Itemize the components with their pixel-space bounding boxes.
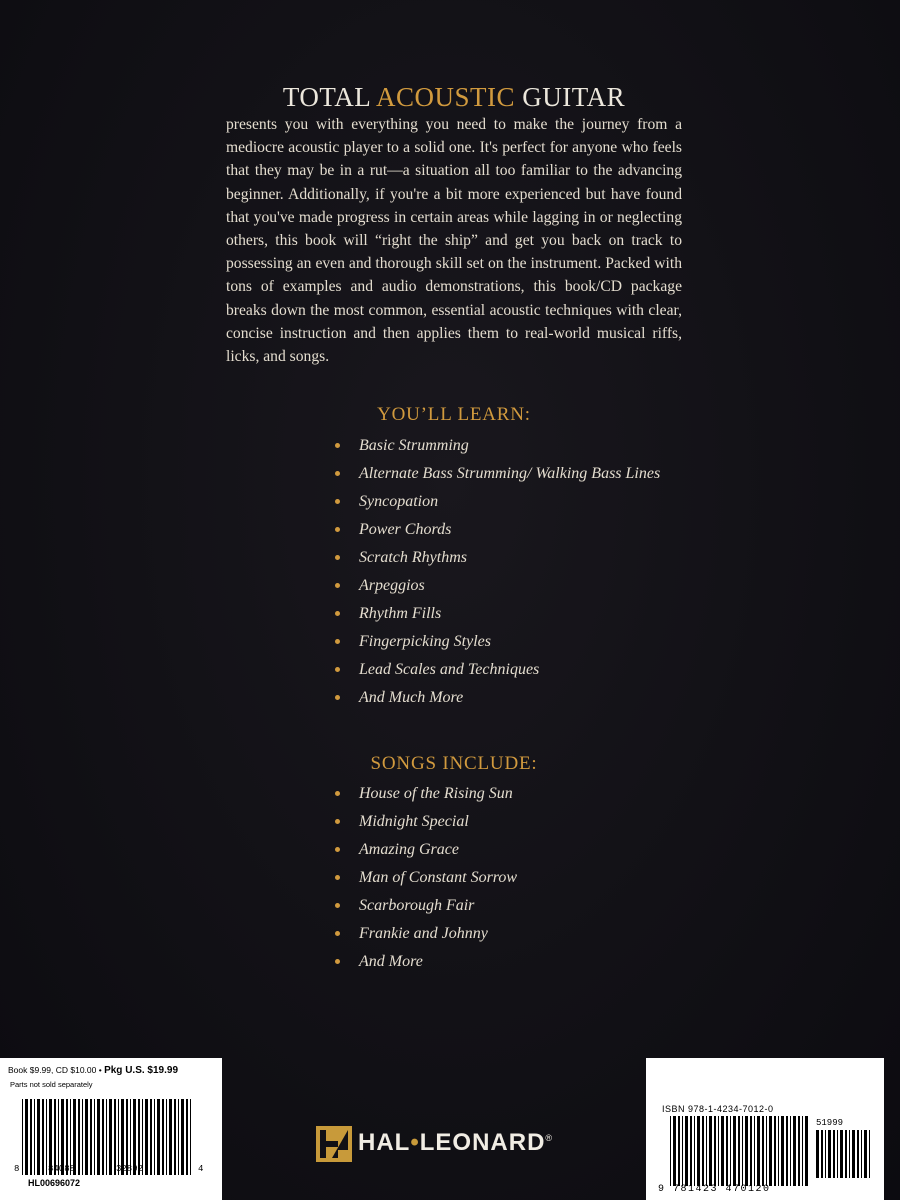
barcode-bar bbox=[864, 1130, 867, 1178]
barcode-bar bbox=[726, 1116, 728, 1186]
barcode-bar bbox=[169, 1099, 172, 1175]
price-line bbox=[8, 1065, 178, 1076]
list-item bbox=[333, 546, 693, 570]
barcode-bar bbox=[34, 1099, 35, 1175]
barcode-bar bbox=[857, 1130, 859, 1178]
bullet-icon bbox=[335, 903, 340, 908]
bullet-icon bbox=[335, 583, 340, 588]
barcode-bar bbox=[754, 1116, 755, 1186]
list-item-label: Scratch Rhythms bbox=[359, 549, 467, 566]
price-barcode-box bbox=[0, 1058, 222, 1200]
barcode-bar bbox=[781, 1116, 784, 1186]
barcode-bar bbox=[678, 1116, 680, 1186]
barcode-bar bbox=[162, 1099, 164, 1175]
barcode-bar bbox=[816, 1130, 819, 1178]
barcode-bar bbox=[709, 1116, 712, 1186]
barcode-bar bbox=[798, 1116, 800, 1186]
barcode-bar bbox=[718, 1116, 719, 1186]
barcode-bar bbox=[694, 1116, 695, 1186]
barcode-bar bbox=[85, 1099, 88, 1175]
list-item-label: Rhythm Fills bbox=[359, 605, 442, 622]
list-item bbox=[333, 434, 693, 458]
list-item bbox=[333, 838, 693, 862]
barcode-bar bbox=[37, 1099, 40, 1175]
price-code-barcode bbox=[816, 1130, 870, 1178]
barcode-bar bbox=[837, 1130, 838, 1178]
bullet-icon bbox=[335, 667, 340, 672]
barcode-bar bbox=[42, 1099, 44, 1175]
barcode-bar bbox=[805, 1116, 808, 1186]
barcode-bar bbox=[186, 1099, 188, 1175]
isbn-digits: 9 781423 470120 bbox=[658, 1184, 771, 1195]
learn-heading: YOU’LL LEARN: bbox=[377, 404, 531, 425]
barcode-bar bbox=[78, 1099, 80, 1175]
bullet-icon bbox=[335, 555, 340, 560]
catalog-number: HL00696072 bbox=[28, 1178, 81, 1188]
barcode-bar bbox=[769, 1116, 772, 1186]
barcode-bar bbox=[90, 1099, 92, 1175]
barcode-bar bbox=[786, 1116, 788, 1186]
list-item-label: Man of Constant Sorrow bbox=[359, 869, 518, 886]
bullet-icon bbox=[335, 443, 340, 448]
barcode-bar bbox=[109, 1099, 112, 1175]
publisher-logo-text: HAL•LEONARD® bbox=[358, 1129, 554, 1156]
bullet-icon bbox=[335, 695, 340, 700]
list-item bbox=[333, 462, 693, 486]
list-item-label: Frankie and Johnny bbox=[359, 925, 488, 942]
barcode-bar bbox=[682, 1116, 683, 1186]
isbn-number: ISBN 978-1-4234-7012-0 bbox=[662, 1104, 774, 1114]
barcode-bar bbox=[793, 1116, 796, 1186]
barcode-bar bbox=[730, 1116, 731, 1186]
barcode-bar bbox=[102, 1099, 104, 1175]
bullet-icon bbox=[335, 819, 340, 824]
barcode-bar bbox=[22, 1099, 23, 1175]
barcode-bar bbox=[30, 1099, 32, 1175]
isbn-barcode-box bbox=[646, 1058, 884, 1200]
list-item-label: Power Chords bbox=[359, 521, 452, 538]
barcode-bar bbox=[670, 1116, 671, 1186]
list-item bbox=[333, 922, 693, 946]
list-item bbox=[333, 894, 693, 918]
barcode-bar bbox=[750, 1116, 752, 1186]
list-item bbox=[333, 686, 693, 710]
description-paragraph: presents you with everything you need to make the journey from a mediocre acoustic player to a solid one. It's perfect for anyone who feels that they may be in a rut—a situation all too familiar to the advancing beginner. Additionally, if you're a bit more experienced but have found that you've made progress in certain areas while lagging in or neglecting others, this book will “right the ship” and get you back on track to possessing an even and thorough skill set on the instrument. Packed with tons of examples and audio demonstrations, this book/CD package breaks down the most common, essential acoustic techniques with clear, concise instruction and then applies them to real-world musical riffs, licks, and songs. bbox=[226, 116, 682, 366]
barcode-bar bbox=[840, 1130, 843, 1178]
upc-digit-system: 8 bbox=[14, 1164, 20, 1174]
barcode-bar bbox=[706, 1116, 707, 1186]
list-item-label: House of the Rising Sun bbox=[359, 785, 513, 802]
barcode-bar bbox=[157, 1099, 160, 1175]
upc-digit-check: 4 bbox=[198, 1164, 204, 1174]
bullet-icon bbox=[335, 791, 340, 796]
barcode-bar bbox=[778, 1116, 779, 1186]
list-item-label: Midnight Special bbox=[359, 813, 469, 830]
bullet-icon bbox=[335, 847, 340, 852]
bullet-icon bbox=[335, 527, 340, 532]
isbn-barcode bbox=[670, 1116, 810, 1186]
barcode-bar bbox=[828, 1130, 831, 1178]
barcode-bar bbox=[94, 1099, 95, 1175]
barcode-bar bbox=[154, 1099, 155, 1175]
barcode-bar bbox=[145, 1099, 148, 1175]
barcode-bar bbox=[745, 1116, 748, 1186]
list-item-label: And Much More bbox=[359, 689, 464, 706]
list-item-label: Syncopation bbox=[359, 493, 439, 510]
barcode-bar bbox=[190, 1099, 191, 1175]
barcode-bar bbox=[46, 1099, 47, 1175]
list-item-label: Basic Strumming bbox=[359, 437, 469, 454]
bullet-icon bbox=[335, 875, 340, 880]
bullet-icon bbox=[335, 931, 340, 936]
title-part-guitar: GUITAR bbox=[515, 82, 626, 112]
list-item-label: Lead Scales and Techniques bbox=[359, 661, 540, 678]
barcode-bar bbox=[861, 1130, 862, 1178]
barcode-bar bbox=[685, 1116, 688, 1186]
list-item bbox=[333, 574, 693, 598]
barcode-bar bbox=[690, 1116, 692, 1186]
barcode-bar bbox=[802, 1116, 803, 1186]
barcode-bar bbox=[766, 1116, 767, 1186]
songs-list bbox=[333, 782, 693, 978]
list-item bbox=[333, 782, 693, 806]
barcode-bar bbox=[150, 1099, 152, 1175]
list-item-label: Scarborough Fair bbox=[359, 897, 475, 914]
barcode-bar bbox=[757, 1116, 760, 1186]
barcode-bar bbox=[852, 1130, 855, 1178]
bullet-icon bbox=[335, 639, 340, 644]
list-item-label: Fingerpicking Styles bbox=[359, 633, 491, 650]
bullet-icon bbox=[335, 499, 340, 504]
publisher-logo-mark bbox=[316, 1126, 352, 1162]
barcode-bar bbox=[702, 1116, 704, 1186]
barcode-bar bbox=[825, 1130, 826, 1178]
bullet-icon bbox=[335, 959, 340, 964]
barcode-bar bbox=[845, 1130, 847, 1178]
barcode-bar bbox=[181, 1099, 184, 1175]
barcode-bar bbox=[742, 1116, 743, 1186]
barcode-bar bbox=[869, 1130, 870, 1178]
list-item bbox=[333, 602, 693, 626]
barcode-bar bbox=[721, 1116, 724, 1186]
barcode-bar bbox=[82, 1099, 83, 1175]
barcode-bar bbox=[774, 1116, 776, 1186]
book-title bbox=[226, 82, 682, 113]
list-item bbox=[333, 950, 693, 974]
title-accent-acoustic: ACOUSTIC bbox=[376, 82, 516, 112]
barcode-bar bbox=[833, 1130, 835, 1178]
list-item bbox=[333, 518, 693, 542]
list-item-label: Alternate Bass Strumming/ Walking Bass Lines bbox=[359, 465, 661, 482]
barcode-bar bbox=[697, 1116, 700, 1186]
list-item-label: Amazing Grace bbox=[359, 841, 459, 858]
title-part-total: TOTAL bbox=[282, 82, 376, 112]
barcode-bar bbox=[673, 1116, 676, 1186]
barcode-bar bbox=[714, 1116, 716, 1186]
barcode-bar bbox=[733, 1116, 736, 1186]
parts-note: Parts not sold separately bbox=[10, 1080, 93, 1089]
barcode-bar bbox=[790, 1116, 791, 1186]
barcode-bar bbox=[738, 1116, 740, 1186]
bullet-icon bbox=[335, 611, 340, 616]
barcode-bar bbox=[166, 1099, 167, 1175]
barcode-bar bbox=[178, 1099, 179, 1175]
barcode-bar bbox=[174, 1099, 176, 1175]
list-item bbox=[333, 866, 693, 890]
songs-heading: SONGS INCLUDE: bbox=[370, 753, 538, 774]
learn-list bbox=[333, 434, 693, 714]
upc-digit-group-1: 84088 bbox=[48, 1164, 76, 1174]
barcode-bar bbox=[821, 1130, 823, 1178]
price-breakdown: Book $9.99, CD $10.00 • bbox=[8, 1065, 105, 1075]
package-price: Pkg U.S. $19.99 bbox=[104, 1065, 179, 1076]
price-code: 51999 bbox=[816, 1118, 844, 1128]
list-item bbox=[333, 810, 693, 834]
barcode-bar bbox=[97, 1099, 100, 1175]
upc-digit-group-2: 32892 bbox=[116, 1164, 144, 1174]
barcode-bar bbox=[106, 1099, 107, 1175]
bullet-icon bbox=[335, 471, 340, 476]
barcode-bar bbox=[25, 1099, 28, 1175]
barcode-bar bbox=[762, 1116, 764, 1186]
list-item bbox=[333, 658, 693, 682]
list-item-label: Arpeggios bbox=[359, 577, 425, 594]
list-item bbox=[333, 630, 693, 654]
barcode-bar bbox=[849, 1130, 850, 1178]
list-item bbox=[333, 490, 693, 514]
list-item-label: And More bbox=[359, 953, 423, 970]
